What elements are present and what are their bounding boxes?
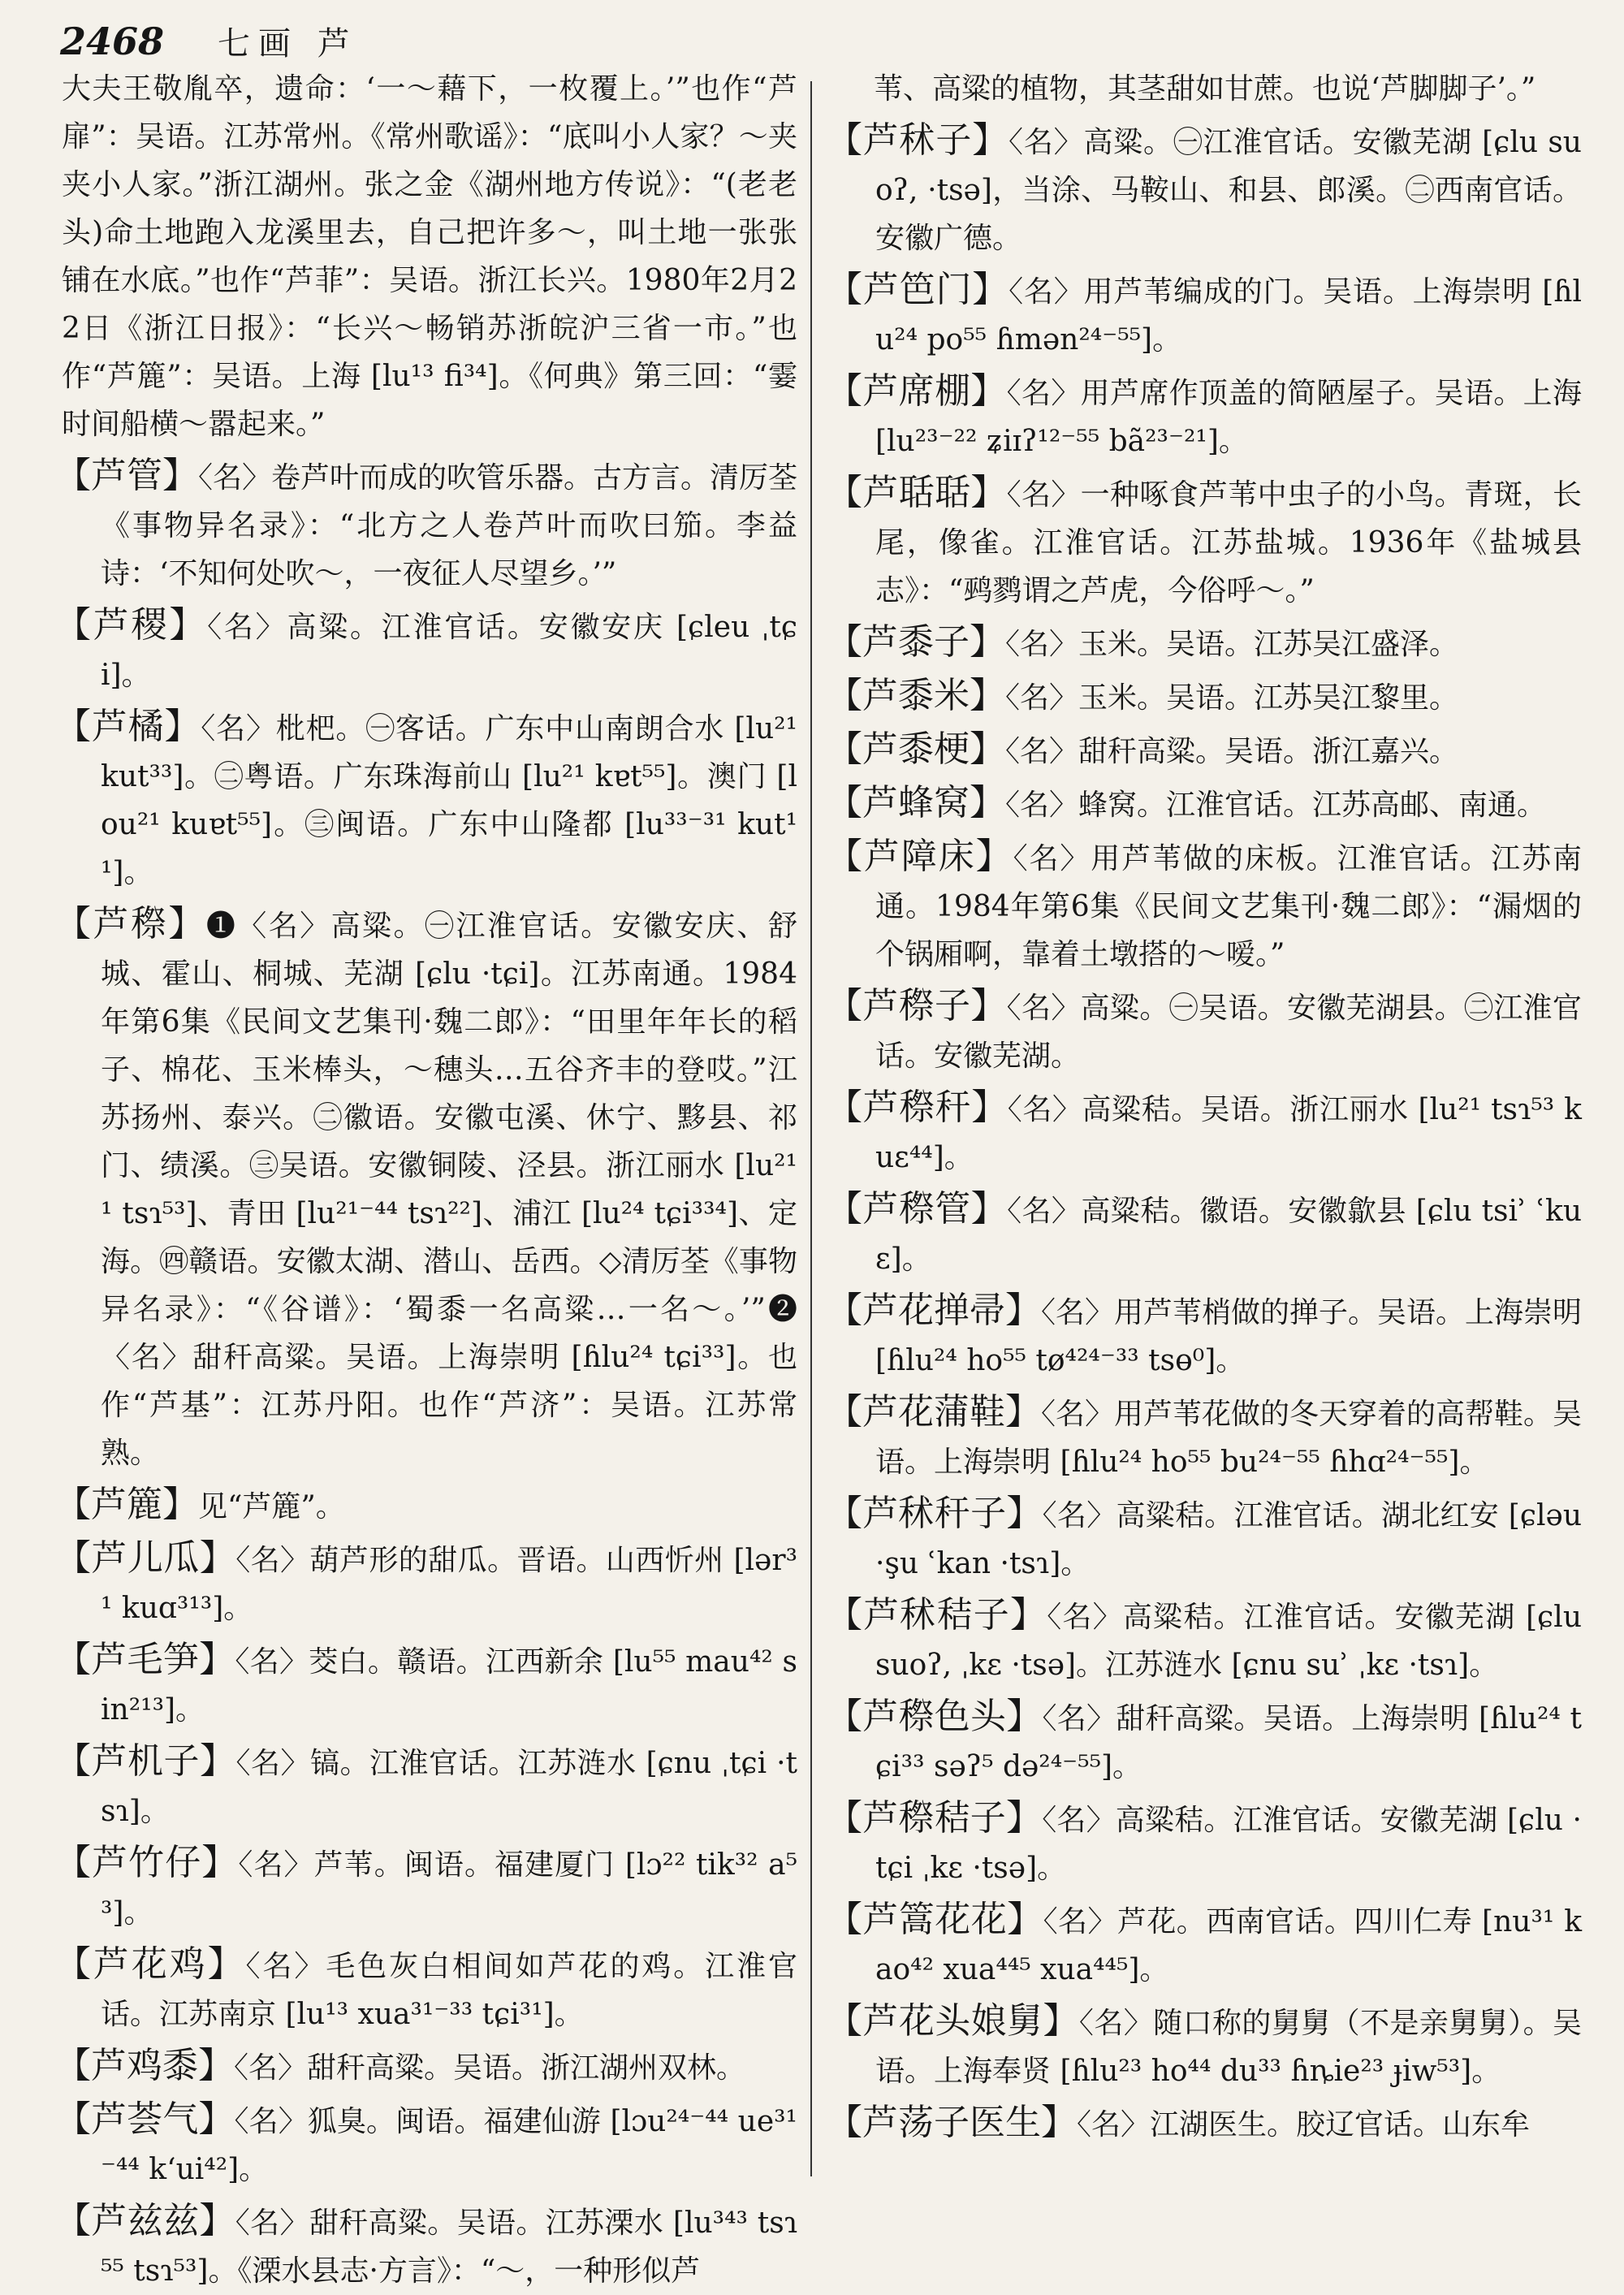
entry-lu-hua-dan-zhou <box>827 1286 1582 1385</box>
entry-lu-shu-zi <box>827 116 1582 262</box>
entry-lu-ji <box>55 601 797 699</box>
entry-lu-ji-zi <box>55 1737 797 1835</box>
entry-lu-dang-zi-yi-sheng <box>827 2098 1582 2149</box>
headword: 【芦荡子医生】 <box>827 2102 1077 2143</box>
continued-text: 苇、高粱的植物，其茎甜如甘蔗。也说‘芦脚脚子’。” <box>874 72 1536 106</box>
entry-lu-lu <box>55 1480 797 1531</box>
headword: 【芦秫秆子】 <box>827 1493 1043 1534</box>
headword: 【芦毛笋】 <box>55 1639 235 1680</box>
entry-lu-hua-tou-niang-jiu <box>827 1997 1582 2095</box>
headword: 【芦管】 <box>55 455 198 496</box>
headword: 【芦稷】 <box>55 604 208 646</box>
definition: 〈名〉高粱秸。徽语。安徽歙县 [ɕlu tsiʾ ʿkuɛ]。 <box>875 1195 1582 1276</box>
entry-lu-shu-mi <box>827 672 1582 722</box>
entry-lu-zhu-zai <box>55 1839 797 1937</box>
definition: 〈名〉高粱秸。江淮官话。安徽芜湖 [ɕlu ·tɕi ˌkɛ ·tsə]。 <box>875 1804 1582 1885</box>
headword: 【芦秫子】 <box>827 119 1009 161</box>
headword: 【芦穄秆】 <box>827 1087 1008 1128</box>
entry-lu-ji-zi2 <box>827 982 1582 1080</box>
definition: ❶〈名〉高粱。㊀江淮官话。安徽安庆、舒城、霍山、桐城、芜湖 [ɕlu ·tɕi]。江苏南通。1984年第6集《民间文艺集刊·魏二郎》：“田里年年长的稻子、棉花、玉米棒头，～穗头…五谷齐丰的登哎。”江苏扬州、泰兴。㊁徽语。安徽屯溪、休宁、黟县、祁门、绩溪。㊂吴语。安徽铜陵、泾县。浙江丽水 [lu²¹¹ tsɿ⁵³]、青田 [lu²¹⁻⁴⁴ tsɿ²²]、浦江 [lu²⁴ tɕi³³⁴]、定海。㊃赣语。安徽太湖、潜山、岳西。◇清厉荃《事物异名录》：“《谷谱》：‘蜀黍一名高粱…一名～。’”❷〈名〉甜秆高粱。吴语。上海崇明 [ɦlu²⁴ tɕi³³]。也作“芦基”：江苏丹阳。也作“芦济”：吴语。江苏常熟。 <box>101 910 797 1470</box>
definition: 〈名〉高粱秸。吴语。浙江丽水 [lu²¹ tsɿ⁵³ kuɛ⁴⁴]。 <box>875 1093 1582 1174</box>
headword: 【芦黍梗】 <box>827 728 1005 770</box>
definition: 〈名〉高粱秸。江淮官话。湖北红安 [ɕləu ·şu ʿkan ·tsɿ]。 <box>875 1499 1582 1580</box>
headword: 【芦簏】 <box>55 1484 198 1525</box>
entry-lu-ji-jie-zi <box>827 1794 1582 1892</box>
headword: 【芦穄秸子】 <box>827 1797 1043 1839</box>
entry-lu-xi-peng <box>827 367 1582 465</box>
headword: 【芦篙花花】 <box>827 1899 1043 1940</box>
definition: 〈名〉甜秆高粱。吴语。浙江嘉兴。 <box>1005 735 1459 768</box>
entry-lu-feng-wo <box>827 779 1582 829</box>
definition: 〈名〉甜秆高粱。吴语。浙江湖州双林。 <box>234 2051 746 2085</box>
entry-lu-ba-men <box>827 266 1582 364</box>
headword: 【芦花鸡】 <box>55 1943 246 1985</box>
definition: 〈名〉江湖医生。胶辽官话。山东牟 <box>1077 2108 1531 2142</box>
headword: 【芦笆门】 <box>827 269 1009 310</box>
headword: 【芦穄子】 <box>827 985 1007 1026</box>
left-column <box>55 65 797 2295</box>
headword: 【芦穄色头】 <box>827 1696 1043 1737</box>
right-column <box>827 65 1582 2149</box>
definition: 〈名〉用芦苇编成的门。吴语。上海崇明 [ɦlu²⁴ po⁵⁵ ɦmən²⁴⁻⁵⁵]。 <box>875 275 1582 357</box>
definition: 〈名〉枇杷。㊀客话。广东中山南朗合水 [lu²¹ kut³³]。㊁粤语。广东珠海前山 [lu²¹ kɐt⁵⁵]。澳门 [lou²¹ kuɐt⁵⁵]。㊂闽语。广东中山隆都 [lu³³⁻³¹ kut¹¹]。 <box>101 712 797 889</box>
entry-lu-hua-pu-xie <box>827 1388 1582 1486</box>
column-divider <box>810 81 812 2176</box>
definition: 〈名〉一种啄食芦苇中虫子的小鸟。青斑，长尾，像雀。江淮官话。江苏盐城。1936年《盐城县志》：“鹀鹨谓之芦虎，今俗呼～。” <box>875 478 1582 607</box>
definition: 〈名〉高粱秸。江淮官话。安徽芜湖 [ɕlu suoʔ, ˌkɛ ·tsə]。江苏涟水 [ɕnu suʾ ˌkɛ ·tsɿ]。 <box>875 1601 1582 1682</box>
definition: 〈名〉芦苇。闽语。福建厦门 [lɔ²² tik³² a⁵³]。 <box>101 1848 798 1930</box>
headword: 【芦兹兹】 <box>55 2200 235 2241</box>
headword: 【芦花头娘舅】 <box>827 2000 1079 2042</box>
headword: 【芦花蒲鞋】 <box>827 1391 1041 1433</box>
entry-lu-guan <box>55 452 797 598</box>
definition: 〈名〉甜秆高粱。吴语。上海崇明 [ɦlu²⁴ tɕi³³ səʔ⁵ də²⁴⁻⁵⁵]。 <box>875 1702 1582 1783</box>
continued-text: 大夫王敬胤卒，遗命：‘一～藉下，一枚覆上。’”也作“芦扉”：吴语。江苏常州。《常州歌谣》：“底叫小人家？～夹夹小人家。”浙江湖州。张之金《湖州地方传说》：“(老老头)命土地跑入龙溪里去，自己把许多～，叫土地一张张铺在水底。”也作“芦菲”：吴语。浙江长兴。1980年2月22日《浙江日报》：“长兴～畅销苏浙皖沪三省一市。”也作“芦簏”：吴语。上海 [lu¹³ fi³⁴]。《何典》第三回：“霎时间船横～嚣起来。” <box>62 72 797 441</box>
headword: 【芦席棚】 <box>827 370 1007 412</box>
headword: 【芦儿瓜】 <box>55 1537 236 1579</box>
definition: 〈名〉卷芦叶而成的吹管乐器。古方言。清厉荃《事物异名录》：“北方之人卷芦叶而吹曰笳。李益诗：‘不知何处吹～，一夜征人尽望乡。’” <box>101 461 798 590</box>
definition: 〈名〉用芦席作顶盖的简陋屋子。吴语。上海 [lu²³⁻²² ʑiɪʔ¹²⁻⁵⁵ bã²³⁻²¹]。 <box>875 377 1582 458</box>
headword: 【芦鸡黍】 <box>55 2045 234 2086</box>
headword: 【芦荟气】 <box>55 2098 235 2140</box>
page-header <box>60 18 358 70</box>
headword: 【芦竹仔】 <box>55 1842 239 1883</box>
headword: 【芦黍米】 <box>827 675 1005 716</box>
entry-lu-hui-qi <box>55 2095 797 2193</box>
headword: 【芦橘】 <box>55 706 201 747</box>
entry-lu-gao-hua-hua <box>827 1895 1582 1994</box>
definition: 〈名〉毛色灰白相间如芦花的鸡。江淮官话。江苏南京 [lu¹³ xua³¹⁻³³ tɕi³¹]。 <box>101 1950 797 2031</box>
entry-lu-mao-sun <box>55 1636 797 1734</box>
definition: 〈名〉芦花。西南官话。四川仁寿 [nu³¹ kao⁴² xua⁴⁴⁵ xua⁴⁴⁵]。 <box>875 1905 1583 1986</box>
section-title: 七画 芦 <box>218 25 358 63</box>
headword: 【芦蜂窝】 <box>827 782 1005 823</box>
definition: 〈名〉蜂窝。江淮官话。江苏高邮、南通。 <box>1005 789 1547 822</box>
definition: 〈名〉玉米。吴语。江苏吴江盛泽。 <box>1005 628 1459 661</box>
definition: 〈名〉高粱。江淮官话。安徽安庆 [ɕleu ˌtɕi]。 <box>101 611 798 692</box>
entry-lu-shu-jie-zi <box>827 1591 1582 1689</box>
entry-lu-ji-se-tou <box>827 1692 1582 1791</box>
definition: 〈名〉用芦苇花做的冬天穿着的高帮鞋。吴语。上海崇明 [ɦlu²⁴ ho⁵⁵ bu²⁴⁻⁵⁵ ɦhɑ²⁴⁻⁵⁵]。 <box>875 1398 1583 1479</box>
definition: 〈名〉镐。江淮官话。江苏涟水 [ɕnu ˌtɕi ·tsɿ]。 <box>101 1747 798 1828</box>
definition: 〈名〉狐臭。闽语。福建仙游 [lɔu²⁴⁻⁴⁴ ue³¹⁻⁴⁴ kʻui⁴²]。 <box>101 2105 797 2186</box>
definition: 见“芦簏”。 <box>198 1490 345 1524</box>
headword: 【芦聒聒】 <box>827 472 1007 513</box>
definition: 〈名〉随口称的舅舅（不是亲舅舅）。吴语。上海奉贤 [ɦlu²³ ho⁴⁴ du³³ ɦȵie²³ ɟiw⁵³]。 <box>875 2007 1582 2088</box>
entry-lu-gua-gua <box>827 469 1582 615</box>
entry-lu-ji-guan <box>827 1185 1582 1283</box>
entry-lu-ji2 <box>55 900 797 1477</box>
entry-lu-ji-gan <box>827 1083 1582 1182</box>
headword: 【芦穄管】 <box>827 1188 1008 1230</box>
entry-lu-shu-gan-zi <box>827 1489 1582 1588</box>
headword: 【芦黍子】 <box>827 621 1005 663</box>
entry-lu-er-gua <box>55 1534 797 1632</box>
entry-lu-ju <box>55 702 797 897</box>
definition: 〈名〉玉米。吴语。江苏吴江黎里。 <box>1005 681 1459 715</box>
headword: 【芦穄】 <box>55 903 206 944</box>
headword: 【芦花掸帚】 <box>827 1290 1041 1331</box>
definition: 〈名〉甜秆高粱。吴语。江苏溧水 [lu³⁴³ tsɿ⁵⁵ tsɿ⁵³]。《溧水县志·方言》：“～，一种形似芦 <box>101 2206 797 2288</box>
definition: 〈名〉用芦苇梢做的掸子。吴语。上海崇明 [ɦlu²⁴ ho⁵⁵ tø⁴²⁴⁻³³ tsɵ⁰]。 <box>875 1296 1583 1377</box>
definition: 〈名〉用芦苇做的床板。江淮官话。江苏南通。1984年第6集《民间文艺集刊·魏二郎》：“漏烟的个锅厢啊，靠着土墩搭的～嗳。” <box>875 842 1582 971</box>
definition: 〈名〉高粱。㊀吴语。安徽芜湖县。㊁江淮官话。安徽芜湖。 <box>875 992 1582 1073</box>
entry-lu-zhang-chuang <box>827 832 1582 979</box>
entry-lu-hua-ji <box>55 1940 797 2038</box>
headword: 【芦机子】 <box>55 1740 236 1782</box>
headword: 【芦秫秸子】 <box>827 1594 1047 1636</box>
entry-lu-ji-shu <box>55 2042 797 2092</box>
entry-lu-shu-geng <box>827 725 1582 776</box>
headword: 【芦障床】 <box>827 836 1013 877</box>
entry-lu-shu-zi2 <box>827 618 1582 668</box>
definition: 〈名〉高粱。㊀江淮官话。安徽芜湖 [ɕlu suoʔ, ·tsə]，当涂、马鞍山、和县、郎溪。㊁西南官话。安徽广德。 <box>875 126 1582 255</box>
definition: 〈名〉茭白。赣语。江西新余 [lu⁵⁵ mau⁴² sin²¹³]。 <box>101 1645 798 1727</box>
page-number: 2468 <box>60 19 165 63</box>
definition: 〈名〉葫芦形的甜瓜。晋语。山西忻州 [lər³¹ kuɑ³¹³]。 <box>101 1544 797 1625</box>
entry-lu-zi-zi <box>55 2197 797 2295</box>
